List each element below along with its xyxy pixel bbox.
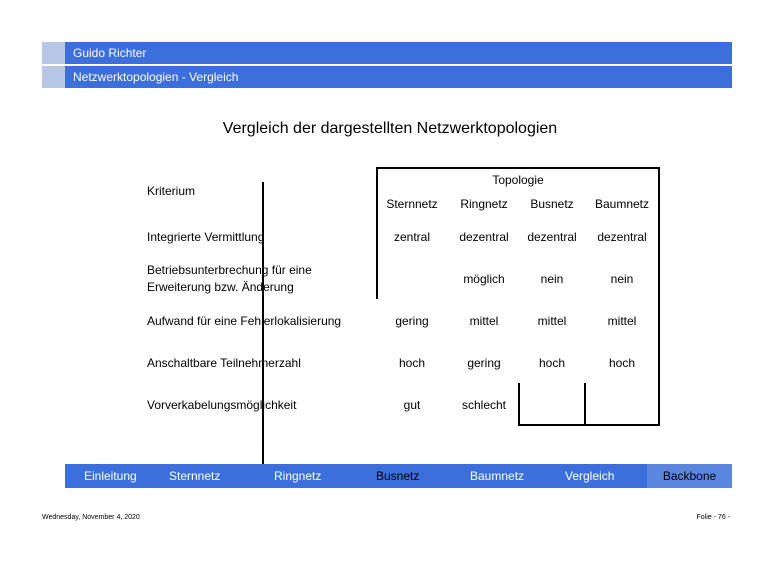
row-label-betriebsunterbrechung: Betriebsunterbrechung für eine Erweiterung bzw. Änderung bbox=[147, 263, 312, 294]
table-cell: dezentral bbox=[597, 230, 647, 244]
nav-link-vergleich[interactable]: Vergleich bbox=[565, 469, 615, 483]
header-tab-block bbox=[42, 66, 65, 88]
row-label-vorverkabelung: Vorverkabelungsmöglichkeit bbox=[147, 398, 297, 412]
row-label-teilnehmerzahl: Anschaltbare Teilnehmerzahl bbox=[147, 356, 301, 370]
table-cell: mittel bbox=[607, 314, 637, 328]
table-cell: mittel bbox=[537, 314, 567, 328]
table-cell: mittel bbox=[469, 314, 499, 328]
nav-link-backbone[interactable] bbox=[647, 464, 732, 488]
table-cell: schlecht bbox=[461, 398, 507, 412]
table-cell: nein bbox=[610, 272, 634, 286]
table-cell: hoch bbox=[608, 356, 636, 370]
footer-date: Wednesday, November 4, 2020 bbox=[42, 514, 140, 521]
table-cell: dezentral bbox=[527, 230, 577, 244]
column-header-sternnetz: Sternnetz bbox=[386, 197, 438, 211]
table-border-bottom bbox=[519, 424, 660, 426]
nav-link-baumnetz[interactable]: Baumnetz bbox=[470, 469, 525, 483]
footer-slide-number: Folie - 76 - bbox=[696, 514, 730, 521]
table-cell: hoch bbox=[398, 356, 426, 370]
nav-link-sternnetz[interactable]: Sternnetz bbox=[169, 469, 221, 483]
slide-subtitle: Netzwerktopologien - Vergleich bbox=[73, 70, 239, 84]
header-tab-block bbox=[42, 42, 65, 64]
table-cell: möglich bbox=[463, 272, 505, 286]
column-header-baumnetz: Baumnetz bbox=[594, 197, 650, 211]
author-name: Guido Richter bbox=[73, 46, 147, 60]
header-author-bar bbox=[42, 42, 732, 64]
nav-backbone-label: Backbone bbox=[662, 469, 717, 483]
criterion-header: Kriterium bbox=[147, 184, 196, 198]
nav-link-einleitung[interactable]: Einleitung bbox=[84, 469, 137, 483]
table-cell: dezentral bbox=[459, 230, 509, 244]
table-cell: gut bbox=[403, 398, 421, 412]
table-cell: zentral bbox=[393, 230, 431, 244]
nav-link-busnetz[interactable]: Busnetz bbox=[376, 469, 420, 483]
table-cell: gering bbox=[467, 356, 501, 370]
table-cell: gering bbox=[395, 314, 429, 328]
page-title: Vergleich der dargestellten Netzwerktopologien bbox=[222, 120, 558, 137]
row-label-vermittlung: Integrierte Vermittlung bbox=[147, 230, 265, 244]
table-border-right bbox=[658, 167, 660, 426]
header-subtitle-bar bbox=[42, 66, 732, 88]
table-cell: hoch bbox=[538, 356, 566, 370]
row-label-fehlerlokalisierung: Aufwand für eine Fehlerlokalisierung bbox=[147, 314, 342, 328]
table-border-top bbox=[376, 167, 660, 169]
topology-header: Topologie bbox=[492, 173, 544, 187]
bottom-nav-bar bbox=[65, 464, 732, 488]
table-cell: nein bbox=[540, 272, 564, 286]
column-header-ringnetz: Ringnetz bbox=[460, 197, 508, 211]
column-header-busnetz: Busnetz bbox=[530, 197, 574, 211]
nav-link-ringnetz[interactable]: Ringnetz bbox=[274, 469, 322, 483]
table-divider-cell bbox=[584, 383, 586, 426]
